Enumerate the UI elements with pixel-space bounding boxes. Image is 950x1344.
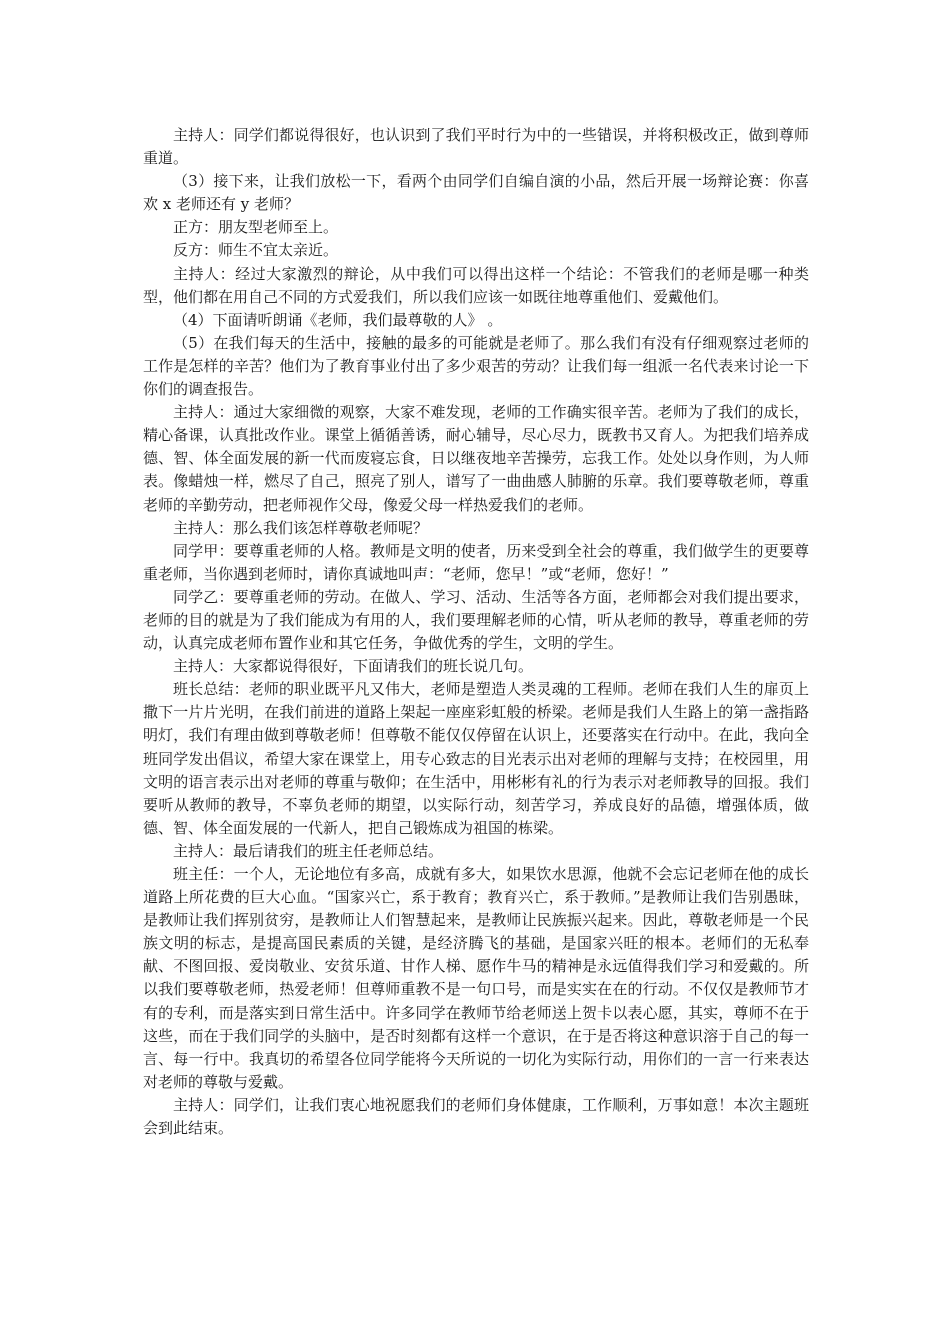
paragraph-step-4-recitation: （4）下面请听朗诵《老师，我们最尊敬的人》 。	[173, 310, 503, 329]
paragraph-host-conclusion: 主持人：经过大家激烈的辩论，从中我们可以得出这样一个结论：不管我们的老师是哪一种类型，他们都在用自己不同的方式爱我们，所以我们应该一如既往地尊重他们、爱戴他们。	[143, 264, 809, 306]
paragraph-affirmative: 正方：朋友型老师至上。	[173, 218, 339, 237]
paragraph-host-teacher-intro: 主持人：最后请我们的班主任老师总结。	[173, 841, 444, 860]
paragraph-step-3-debate: （3）接下来，让我们放松一下，看两个由同学们自编自演的小品，然后开展一场辩论赛：你喜欢 x 老师还有 y 老师？	[143, 172, 809, 214]
paragraph-student-b: 同学乙：要尊重老师的劳动。在做人、学习、活动、生活等各方面，老师都会对我们提出要求，老师的目的就是为了我们能成为有用的人，我们要理解老师的心情，听从老师的教导，尊重老师的劳动，认真完成老师布置作业和其它任务，争做优秀的学生，文明的学生。	[143, 587, 809, 653]
paragraph-host-monitor-intro: 主持人：大家都说得很好，下面请我们的班长说几句。	[173, 657, 534, 676]
paragraph-monitor-summary: 班长总结：老师的职业既平凡又伟大，老师是塑造人类灵魂的工程师。老师在我们人生的扉页上撒下一片片光明，在我们前进的道路上架起一座座彩虹般的桥梁。老师是我们人生路上的第一盏指路明灯，我们有理由做到尊敬老师！但尊敬不能仅仅停留在认识上，还要落实在行动中。在此，我向全班同学发出倡议，希望大家在课堂上，用专心致志的目光表示出对老师的理解与支持；在校园里，用文明的语言表示出对老师的尊重与敬仰；在生活中，用彬彬有礼的行为表示对老师教导的回报。我们要听从教师的教导，不辜负老师的期望，以实际行动，刻苦学习，养成良好的品德，增强体质，做德、智、体全面发展的一代新人，把自己锻炼成为祖国的栋梁。	[143, 680, 809, 837]
paragraph-host-question: 主持人：那么我们该怎样尊敬老师呢？	[173, 518, 429, 537]
paragraph-host-teacher-work: 主持人：通过大家细微的观察，大家不难发现，老师的工作确实很辛苦。老师为了我们的成长，精心备课，认真批改作业。课堂上循循善诱，耐心辅导，尽心尽力，既教书又育人。为把我们培养成德、智、体全面发展的新一代而废寝忘食，日以继夜地辛苦操劳，忘我工作。处处以身作则，为人师表。像蜡烛一样，燃尽了自己，照亮了别人，谱写了一曲曲感人肺腑的乐章。我们要尊敬老师，尊重老师的辛勤劳动，把老师视作父母，像爱父母一样热爱我们的老师。	[143, 403, 809, 514]
paragraph-negative: 反方：师生不宜太亲近。	[173, 241, 339, 260]
document-body	[143, 124, 809, 1140]
paragraph-head-teacher-summary: 班主任：一个人，无论地位有多高，成就有多大，如果饮水思源，他就不会忘记老师在他的成长道路上所花费的巨大心血。“国家兴亡，系于教育；教育兴亡，系于教师。”是教师让我们告别愚昧，是教师让我们挥别贫穷，是教师让人们智慧起来，是教师让民族振兴起来。因此，尊敬老师是一个民族文明的标志，是提高国民素质的关键，是经济腾飞的基础，是国家兴旺的根本。老师们的无私奉献、不图回报、爱岗敬业、安贫乐道、甘作人梯、愿作牛马的精神是永远值得我们学习和爱戴的。所以我们要尊敬老师，热爱老师！但尊师重教不是一句口号，而是实实在在的行动。不仅仅是教师节才有的专利，而是落实到日常生活中。许多同学在教师节给老师送上贺卡以表心愿，其实，尊师不在于这些，而在于我们同学的头脑中，是否时刻都有这样一个意识，在于是否将这种意识溶于自己的每一言、每一行中。我真切的希望各位同学能将今天所说的一切化为实际行动，用你们的一言一行来表达对老师的尊敬与爱戴。	[143, 865, 809, 1091]
paragraph-step-5-observation: （5）在我们每天的生活中，接触的最多的可能就是老师了。那么我们有没有仔细观察过老师的工作是怎样的辛苦？他们为了教育事业付出了多少艰苦的劳动？让我们每一组派一名代表来讨论一下你们的调查报告。	[143, 333, 809, 399]
paragraph-host-praise: 主持人：同学们都说得很好，也认识到了我们平时行为中的一些错误，并将积极改正，做到尊师重道。	[143, 126, 809, 168]
paragraph-host-closing: 主持人：同学们，让我们衷心地祝愿我们的老师们身体健康，工作顺利，万事如意！本次主题班会到此结束。	[143, 1095, 809, 1138]
paragraph-student-a: 同学甲：要尊重老师的人格。教师是文明的使者，历来受到全社会的尊重，我们做学生的更要尊重老师，当你遇到老师时，请你真诚地叫声：“老师，您早！”或“老师，您好！”	[143, 541, 809, 583]
